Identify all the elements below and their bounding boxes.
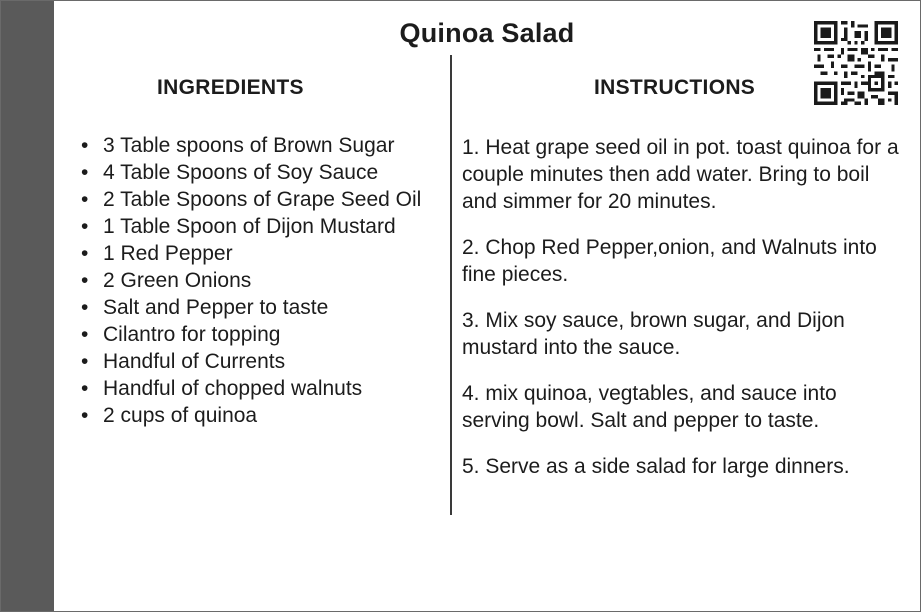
ingredient-item: • Handful of Currents	[81, 348, 433, 375]
ingredient-item: • 1 Table Spoon of Dijon Mustard	[81, 213, 433, 240]
ingredient-item: • 1 Red Pepper	[81, 240, 433, 267]
instruction-step: 3. Mix soy sauce, brown sugar, and Dijon mustard into the sauce.	[462, 309, 845, 359]
ingredient-item: • 2 Green Onions	[81, 267, 433, 294]
ingredient-item: • 3 Table spoons of Brown Sugar	[81, 132, 433, 159]
ingredient-item: • Handful of chopped walnuts	[81, 375, 433, 402]
column-divider	[450, 55, 452, 515]
instructions-heading: INSTRUCTIONS	[594, 76, 756, 99]
ingredient-item: • 4 Table Spoons of Soy Sauce	[81, 159, 433, 186]
instructions-list	[462, 134, 910, 499]
side-strip	[1, 1, 54, 611]
ingredient-item: • 2 Table Spoons of Grape Seed Oil	[81, 186, 433, 213]
qr-code-icon	[814, 21, 898, 105]
ingredients-heading: INGREDIENTS	[157, 76, 304, 99]
ingredients-list	[81, 132, 433, 429]
ingredient-item: • Cilantro for topping	[81, 321, 433, 348]
recipe-title: Quinoa Salad	[399, 18, 575, 48]
instruction-step: 2. Chop Red Pepper,onion, and Walnuts into fine pieces.	[462, 236, 877, 286]
ingredient-item: • Salt and Pepper to taste	[81, 294, 433, 321]
ingredient-item: • 2 cups of quinoa	[81, 402, 433, 429]
instruction-step: 1. Heat grape seed oil in pot. toast quinoa for a couple minutes then add water. Bring to boil and simmer for 20 minutes.	[462, 136, 899, 213]
instruction-step: 5. Serve as a side salad for large dinners.	[462, 455, 850, 478]
instruction-step: 4. mix quinoa, vegtables, and sauce into serving bowl. Salt and pepper to taste.	[462, 382, 837, 432]
